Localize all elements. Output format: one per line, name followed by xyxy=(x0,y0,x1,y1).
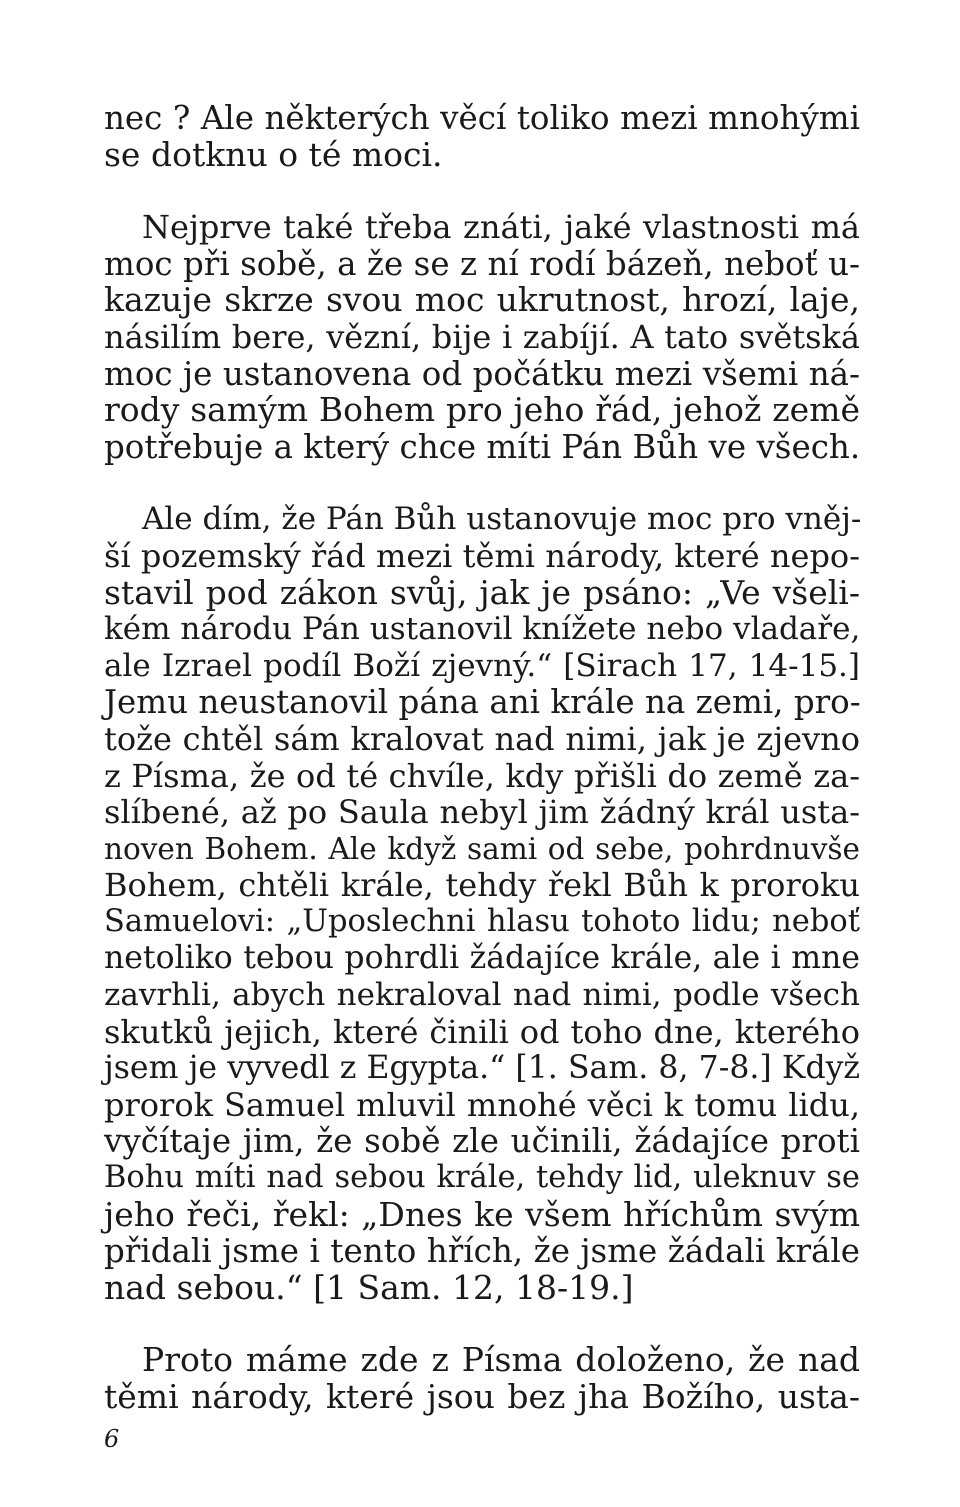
text-line: slíbené, až po Saula nebyl jim žádný král usta- xyxy=(104,793,860,832)
text-line: vyčítaje jim, že sobě zle učinili, žádajíce proti xyxy=(104,1122,860,1161)
text-line: netoliko tebou pohrdli žádajíce krále, ale i mne xyxy=(104,940,860,977)
text-line: Nejprve také třeba znáti, jaké vlastnosti má xyxy=(142,208,860,247)
text-line: kém národu Pán ustanovil knížete nebo vladaře, xyxy=(104,611,861,648)
text-line: Jemu neustanovil pána ani krále na zemi, pro- xyxy=(104,683,861,722)
paragraph-3 xyxy=(104,501,860,1306)
text-line: Ale dím, že Pán Bůh ustanovuje moc pro vněj- xyxy=(142,501,862,538)
text-line: se dotknu o té moci. xyxy=(104,134,443,174)
text-line: jsem je vyvedl z Egypta.“ [1. Sam. 8, 7-8.] Když xyxy=(104,1050,860,1087)
text-line: rody samým Bohem pro jeho řád, jehož země xyxy=(104,390,860,430)
paragraph-1 xyxy=(104,100,860,173)
text-line: Proto máme zde z Písma doloženo, že nad xyxy=(142,1340,860,1380)
text-line: z Písma, že od té chvíle, kdy přišli do země za- xyxy=(104,756,860,795)
text-line: nad sebou.“ [1 Sam. 12, 18-19.] xyxy=(104,1267,634,1307)
text-line: stavil pod zákon svůj, jak je psáno: „Ve všeli- xyxy=(104,572,860,612)
text-line: moc při sobě, a že se z ní rodí bázeň, neboť u- xyxy=(104,244,860,283)
text-line: Bohu míti nad sebou krále, tehdy lid, uleknuv se xyxy=(104,1160,860,1196)
text-line: těmi národy, které jsou bez jha Božího, usta- xyxy=(104,1377,860,1416)
text-line: noven Bohem. Ale když sami od sebe, pohrdnuvše xyxy=(104,831,860,866)
text-line: přidali jsme i tento hřích, že jsme žádali krále xyxy=(104,1232,860,1271)
text-line: ale Izrael podíl Boží zjevný.“ [Sirach 17, 14-15.] xyxy=(104,647,860,684)
paragraph-2 xyxy=(104,209,860,465)
paragraph-4 xyxy=(104,1342,860,1415)
text-line: kazuje skrze svou moc ukrutnost, hrozí, laje, xyxy=(104,280,860,320)
page-number: 6 xyxy=(104,1425,120,1453)
text-line: potřebuje a který chce míti Pán Bůh ve všech. xyxy=(104,427,861,466)
text-line: tože chtěl sám kralovat nad nimi, jak je zjevno xyxy=(104,719,860,758)
text-line: násilím bere, vězní, bije i zabíjí. A tato světská xyxy=(104,317,860,356)
text-line: skutků jejich, které činili od toho dne, kterého xyxy=(104,1012,860,1051)
text-line: Bohem, chtěli krále, tehdy řekl Bůh k proroku xyxy=(104,866,860,905)
text-line: nec ? Ale některých věcí toliko mezi mnohými xyxy=(104,99,860,137)
text-line: Samuelovi: „Uposlechni hlasu tohoto lidu; neboť xyxy=(104,903,860,939)
text-line: prorok Samuel mluvil mnohé věci k tomu lidu, xyxy=(104,1085,860,1124)
text-line: zavrhli, abych nekraloval nad nimi, podle všech xyxy=(104,977,860,1014)
book-page xyxy=(104,100,860,1452)
text-line: jeho řeči, řekl: „Dnes ke všem hříchům svým xyxy=(104,1194,860,1234)
text-line: moc je ustanovena od počátku mezi všemi ná- xyxy=(104,354,860,393)
text-line: ší pozemský řád mezi těmi národy, které nepo- xyxy=(104,536,860,575)
